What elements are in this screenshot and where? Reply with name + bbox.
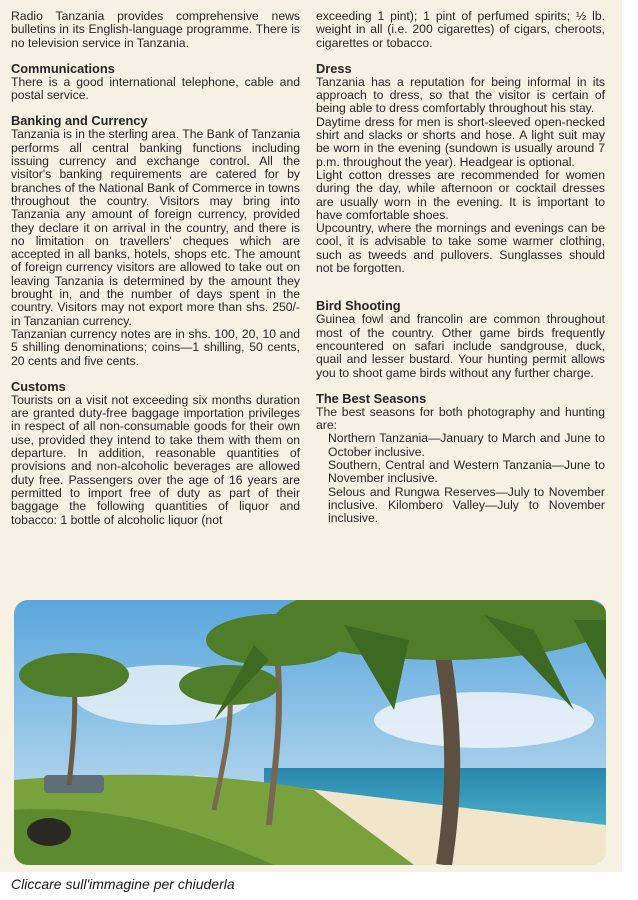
banking-heading: Banking and Currency [11,113,148,129]
parked-car [44,775,104,793]
left-column [11,10,300,527]
communications-paragraph: There is a good international telephone, cable and postal service. [11,74,300,103]
season-selous: Selous and Rungwa Reserves—July to November inclusive. Kilombero Valley—July to November inclusive. [328,484,605,526]
season-northern: Northern Tanzania—January to March and June to October inclusive. [328,431,605,459]
customs-heading: Customs [11,378,66,394]
bird-shooting-heading: Bird Shooting [316,298,401,314]
right-column [316,10,605,526]
customs-paragraph: Tourists on a visit not exceeding six months duration are granted duty-free baggage importation privileges in respect of all non-consumable goods for their own use, provided they intend to take them with them on departure. In addition, reasonable quantities of provisions and non-alcoholic beverages are allowed duty free. Passengers over the age of 16 years are permitted to import free of duty as part of their baggage the following quantities of liquor and tobacco: 1 bottle of alcoholic liquor (not [11,392,300,527]
best-seasons-heading: The Best Seasons [316,390,427,406]
radio-paragraph: Radio Tanzania provides comprehensive news bulletins in its English-language programme. There is no television service in Tanzania. [11,9,300,50]
beach-illustration [14,600,606,865]
season-southern: Southern, Central and Western Tanzania—June to November inclusive. [328,458,605,486]
dress-paragraph-2: Daytime dress for men is short-sleeved open-necked shirt and slacks or shorts and hose. A light suit may be worn in the evening (sundown is usually around 7 p.m. throughout the year). Headgear is optional. [316,114,605,169]
dress-paragraph-3: Light cotton dresses are recommended for women during the day, while afternoon or cocktail dresses are usually worn in the evening. It is important to have comfortable shoes. [316,167,605,222]
cloud [374,692,594,748]
communications-heading: Communications [11,60,115,76]
customs-continued-paragraph: exceeding 1 pint); 1 pint of perfumed spirits; ½ lb. weight in all (i.e. 200 cigarettes) of cigars, cheroots, cigarettes or tobacco. [316,9,605,50]
currency-notes-paragraph: Tanzanian currency notes are in shs. 100, 20, 10 and 5 shilling denominations; coins—1 shilling, 50 cents, 20 cents and five cents. [11,326,300,368]
dress-paragraph-1: Tanzania has a reputation for being informal in its approach to dress, so that the visitor is certain of being able to dress comfortably throughout his stay. [316,74,605,116]
bird-shooting-paragraph: Guinea fowl and francolin are common throughout most of the country. Other game birds frequently encountered on safari include sandgrouse, duck, quail and lesser bustard. Your hunting permit allows you to shoot game birds without any further charge. [316,312,605,380]
beach-palm-photo[interactable] [14,600,606,865]
best-seasons-intro: The best seasons for both photography and hunting are: [316,404,605,433]
close-image-caption[interactable]: Cliccare sull'immagine per chiuderla [11,876,235,892]
dress-paragraph-4: Upcountry, where the mornings and evenings can be cool, it is advisable to take some warmer clothing, such as tweeds and pullovers. Sunglasses should not be forgotten. [316,221,605,276]
dress-heading: Dress [316,60,352,76]
banking-paragraph: Tanzania is in the sterling area. The Bank of Tanzania performs all central banking functions including issuing currency and exchange control. All the visitor's banking requirements are catered for by branches of the National Bank of Commerce in towns throughout the country. Visitors may bring into Tanzania any amount of foreign currency, provided they declare it on arrival in the country, and there is no limitation on travellers' cheques which are accepted in all banks, hotels, shops etc. The amount of foreign currency visitors are allowed to take out on leaving Tanzania is determined by the amount they brought in, and the number of days spent in the country. Visitors may not export more than shs. 250/- in Tanzanian currency. [11,127,300,328]
person-silhouette [27,818,71,846]
